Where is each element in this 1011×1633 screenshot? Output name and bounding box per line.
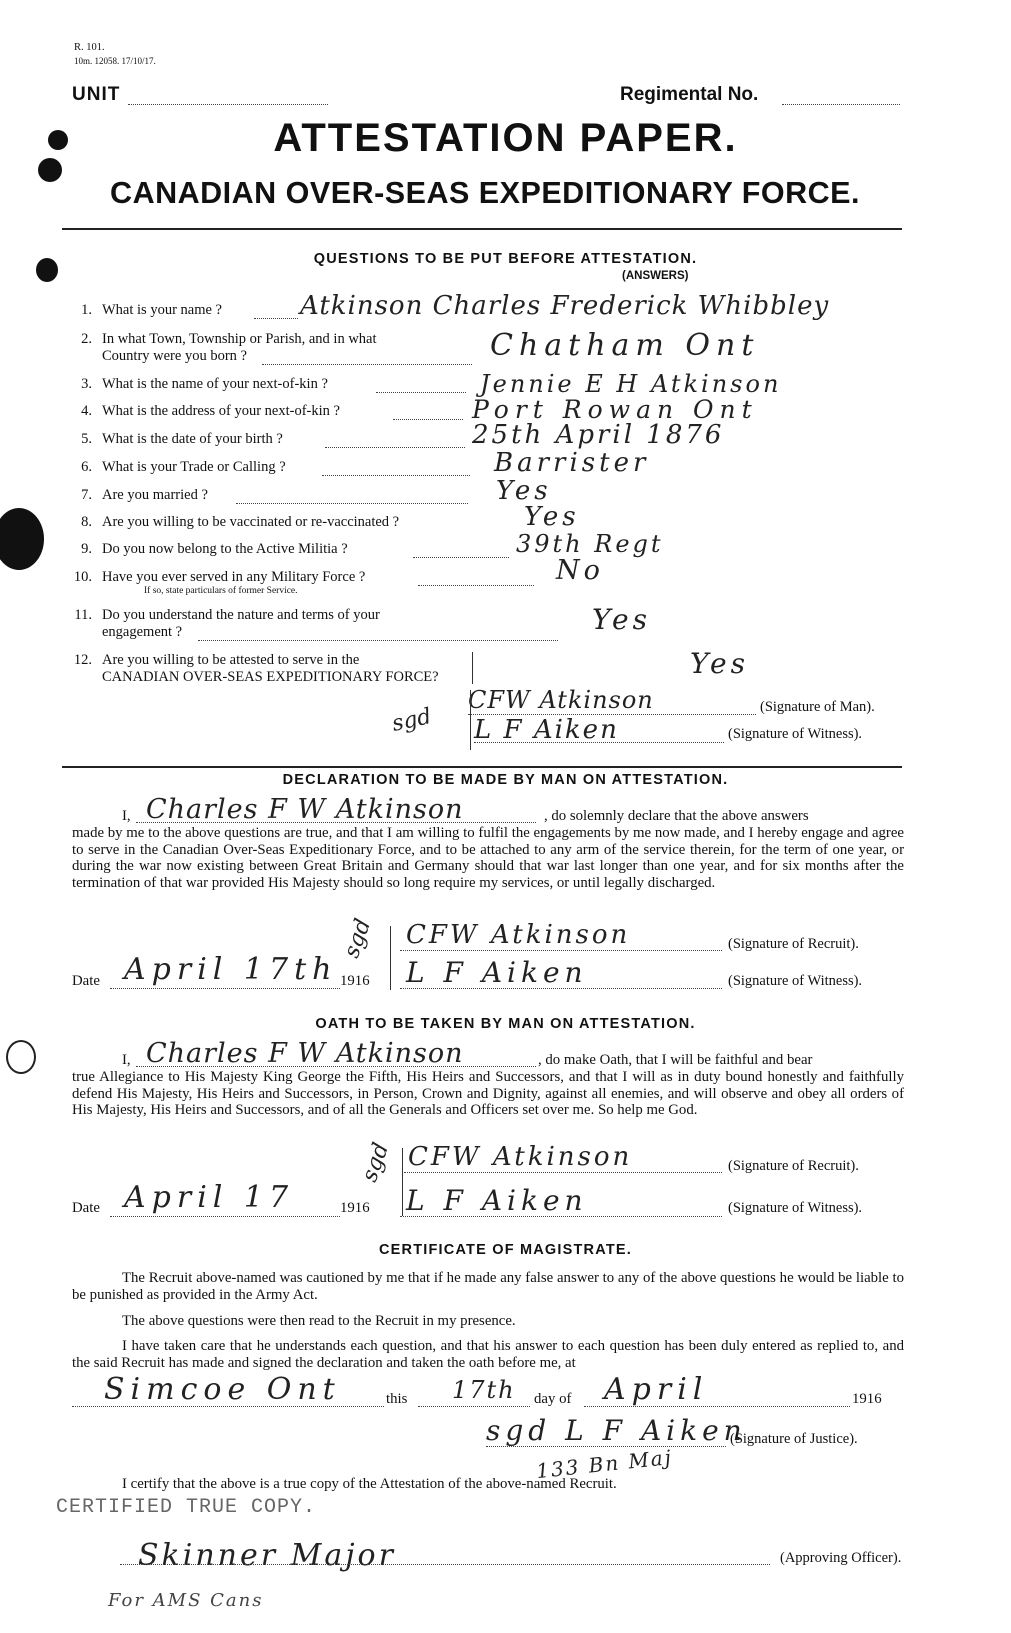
certificate-year: 1916 [852, 1391, 882, 1407]
declaration-date-line [110, 988, 340, 989]
question-6-text: What is your Trade or Calling ? [102, 459, 286, 475]
bracket-oath [396, 1148, 403, 1216]
question-9-text: Do you now belong to the Active Militia ? [102, 541, 348, 557]
question-2-line [262, 364, 472, 365]
oath-date-hand: April 17 [124, 1180, 295, 1215]
answer-11: Yes [592, 603, 651, 636]
declaration-date-hand: April 17th [124, 952, 338, 987]
regimental-no-line [782, 104, 900, 105]
punch-hole-outline [6, 1040, 36, 1074]
certificate-p2: The above questions were then read to the Recruit in my presence. [122, 1313, 516, 1329]
question-6-number: 6. [81, 459, 92, 475]
certificate-month-line [584, 1406, 850, 1407]
oath-recruit-line [404, 1172, 722, 1173]
oath-witness-hand: L F Aiken [406, 1184, 588, 1217]
oath-heading: OATH TO BE TAKEN BY MAN ON ATTESTATION. [315, 1016, 696, 1032]
form-code: R. 101. [74, 42, 105, 53]
question-11-text-2: engagement ? [102, 624, 183, 640]
certificate-p1: The Recruit above-named was cautioned by me that if he made any false answer to any of the above questions he would be liable to be punished as provided in the Army Act. [72, 1270, 904, 1303]
oath-year: 1916 [340, 1200, 370, 1216]
question-7-line [236, 503, 468, 504]
question-11-text: Do you understand the nature and terms of your [102, 607, 380, 623]
witness-hand-1: L F Aiken [474, 715, 619, 745]
question-10-number: 10. [73, 569, 92, 585]
oath-text-first: , do make Oath, that I will be faithful and bear [538, 1052, 813, 1068]
question-10-line [418, 585, 534, 586]
question-5-number: 5. [81, 431, 92, 447]
question-10-note: If so, state particulars of former Service. [144, 586, 298, 596]
answer-6: Barrister [494, 448, 650, 478]
sgd-mark-1: sgd [389, 704, 434, 737]
declaration-witness-hand: L F Aiken [406, 956, 588, 989]
question-6-line [322, 475, 470, 476]
certificate-day-line [418, 1406, 530, 1407]
oath-witness-label: (Signature of Witness). [728, 1200, 863, 1216]
certificate-justice-label: (Signature of Justice). [730, 1431, 858, 1447]
question-1-line [254, 318, 298, 319]
question-7-text: Are you married ? [102, 487, 208, 503]
top-rule [62, 228, 902, 230]
question-12-text-2: CANADIAN OVER-SEAS EXPEDITIONARY FORCE? [102, 669, 439, 685]
certificate-p3: I have taken care that he understands each question, and that his answer to each question has been duly entered as replied to, and the said Recruit has made and signed the declaration and taken the oath before me, at [72, 1338, 904, 1371]
declaration-name-line [136, 822, 536, 823]
oath-date-line [110, 1216, 340, 1217]
certificate-day-of: day of [534, 1391, 572, 1407]
bracket-declaration [384, 926, 391, 990]
question-5-text: What is the date of your birth ? [102, 431, 283, 447]
declaration-sgd: sgd [339, 915, 377, 962]
question-2-text: In what Town, Township or Parish, and in what [102, 331, 377, 347]
question-5-line [325, 447, 465, 448]
punch-hole-large [0, 508, 44, 570]
certificate-note-hand: 133 Bn Maj [535, 1444, 674, 1484]
answer-12: Yes [690, 647, 749, 680]
question-3-text: What is the name of your next-of-kin ? [102, 376, 328, 392]
declaration-year: 1916 [340, 973, 370, 989]
sig-witness-label: (Signature of Witness). [728, 726, 863, 742]
declaration-text-first: , do solemnly declare that the above answers [544, 808, 809, 824]
question-4-line [393, 419, 463, 420]
approving-officer-hand: Skinner Major [138, 1538, 396, 1573]
certificate-day-hand: 17th [452, 1376, 516, 1404]
question-12-text: Are you willing to be attested to serve in the [102, 652, 360, 668]
declaration-i: I, [122, 808, 131, 824]
question-4-number: 4. [81, 403, 92, 419]
footer-note-hand: For AMS Cans [108, 1590, 264, 1611]
question-2-text-2: Country were you born ? [102, 348, 247, 364]
approving-officer-label: (Approving Officer). [780, 1550, 902, 1566]
certificate-month-hand: April [604, 1372, 709, 1407]
oath-sgd: sgd [357, 1139, 395, 1186]
certificate-place-hand: Simcoe Ont [104, 1372, 341, 1407]
answer-9: 39th Regt [516, 530, 664, 558]
answer-7: Yes [496, 476, 552, 506]
declaration-recruit-sig: CFW Atkinson [406, 920, 631, 950]
bracket-q12 [466, 652, 473, 684]
questions-heading: QUESTIONS TO BE PUT BEFORE ATTESTATION. [313, 251, 698, 267]
declaration-witness-line [400, 988, 722, 989]
declaration-recruit-line [400, 950, 722, 951]
certificate-this: this [386, 1391, 408, 1407]
oath-witness-line [400, 1216, 722, 1217]
certificate-certify: I certify that the above is a true copy of the Attestation of the above-named Recruit. [122, 1476, 617, 1492]
oath-name-hand: Charles F W Atkinson [146, 1038, 464, 1069]
certificate-justice-line [486, 1446, 726, 1447]
declaration-name-hand: Charles F W Atkinson [146, 794, 464, 825]
oath-recruit-label: (Signature of Recruit). [728, 1158, 859, 1174]
answer-1: Atkinson Charles Frederick Whibbley [300, 291, 830, 321]
page-title: ATTESTATION PAPER. [273, 116, 738, 160]
bracket-sig [464, 690, 471, 750]
print-info: 10m. 12058. 17/10/17. [74, 56, 156, 66]
question-10-text: Have you ever served in any Military Force ? [102, 569, 366, 585]
certificate-place-line [72, 1406, 384, 1407]
answer-8: Yes [524, 502, 580, 532]
certificate-justice-hand: sgd L F Aiken [486, 1414, 747, 1447]
rule-declaration [62, 766, 902, 768]
question-3-line [376, 392, 466, 393]
punch-hole-upper [38, 158, 62, 182]
answer-2: Chatham Ont [490, 328, 760, 363]
answer-10: No [556, 555, 604, 586]
question-4-text: What is the address of your next-of-kin ? [102, 403, 340, 419]
answer-3: Jennie E H Atkinson [480, 370, 782, 398]
question-9-number: 9. [81, 541, 92, 557]
page-subtitle: CANADIAN OVER-SEAS EXPEDITIONARY FORCE. [110, 176, 860, 210]
question-12-number: 12. [73, 652, 92, 668]
question-11-number: 11. [74, 607, 92, 623]
certified-stamp: CERTIFIED TRUE COPY. [56, 1496, 317, 1519]
sig-witness-line [474, 742, 724, 743]
question-8-number: 8. [81, 514, 92, 530]
declaration-heading: DECLARATION TO BE MADE BY MAN ON ATTESTATION. [282, 772, 729, 788]
answer-4: Port Rowan Ont [472, 395, 758, 424]
oath-name-line [136, 1066, 536, 1067]
question-9-line [413, 557, 509, 558]
sig-man-label: (Signature of Man). [760, 699, 875, 715]
oath-recruit-sig: CFW Atkinson [408, 1142, 633, 1172]
declaration-witness-label: (Signature of Witness). [728, 973, 863, 989]
question-7-number: 7. [81, 487, 92, 503]
unit-label: UNIT [72, 84, 121, 105]
regimental-no-label: Regimental No. [620, 84, 759, 105]
answer-5: 25th April 1876 [472, 420, 725, 450]
declaration-recruit-label: (Signature of Recruit). [728, 936, 859, 952]
unit-line [128, 104, 328, 105]
oath-i: I, [122, 1052, 131, 1068]
approving-officer-line [120, 1564, 770, 1565]
declaration-text: made by me to the above questions are true, and that I am willing to fulfil the engagements by me now made, and I hereby engage and agree to serve in the Canadian Over-Seas Expeditionary Force, and to be attached to any arm of the service therein, for the term of one year, or during the war now existing between Great Britain and Germany should that war last longer than one year, and for six months after the termination of that war provided His Majesty should so long require my services, or until legally discharged. [72, 825, 904, 891]
oath-text: true Allegiance to His Majesty King George the Fifth, His Heirs and Successors, and that I will as in duty bound honestly and faithfully defend His Majesty, His Heirs and Successors, in Person, Crown and Dignity, against all enemies, and will observe and obey all orders of His Majesty, His Heirs and Successors, and of all the Generals and Officers set over me. So help me God. [72, 1069, 904, 1119]
question-8-text: Are you willing to be vaccinated or re-vaccinated ? [102, 514, 400, 530]
question-11-line [198, 640, 558, 641]
question-1-text: What is your name ? [102, 302, 222, 318]
question-3-number: 3. [81, 376, 92, 392]
certificate-heading: CERTIFICATE OF MAGISTRATE. [379, 1242, 632, 1258]
oath-date-label: Date [72, 1200, 100, 1216]
declaration-date-label: Date [72, 973, 100, 989]
answers-heading: (ANSWERS) [622, 270, 689, 282]
sig-man-hand: CFW Atkinson [468, 686, 654, 714]
question-2-number: 2. [81, 331, 92, 347]
question-1-number: 1. [81, 302, 92, 318]
